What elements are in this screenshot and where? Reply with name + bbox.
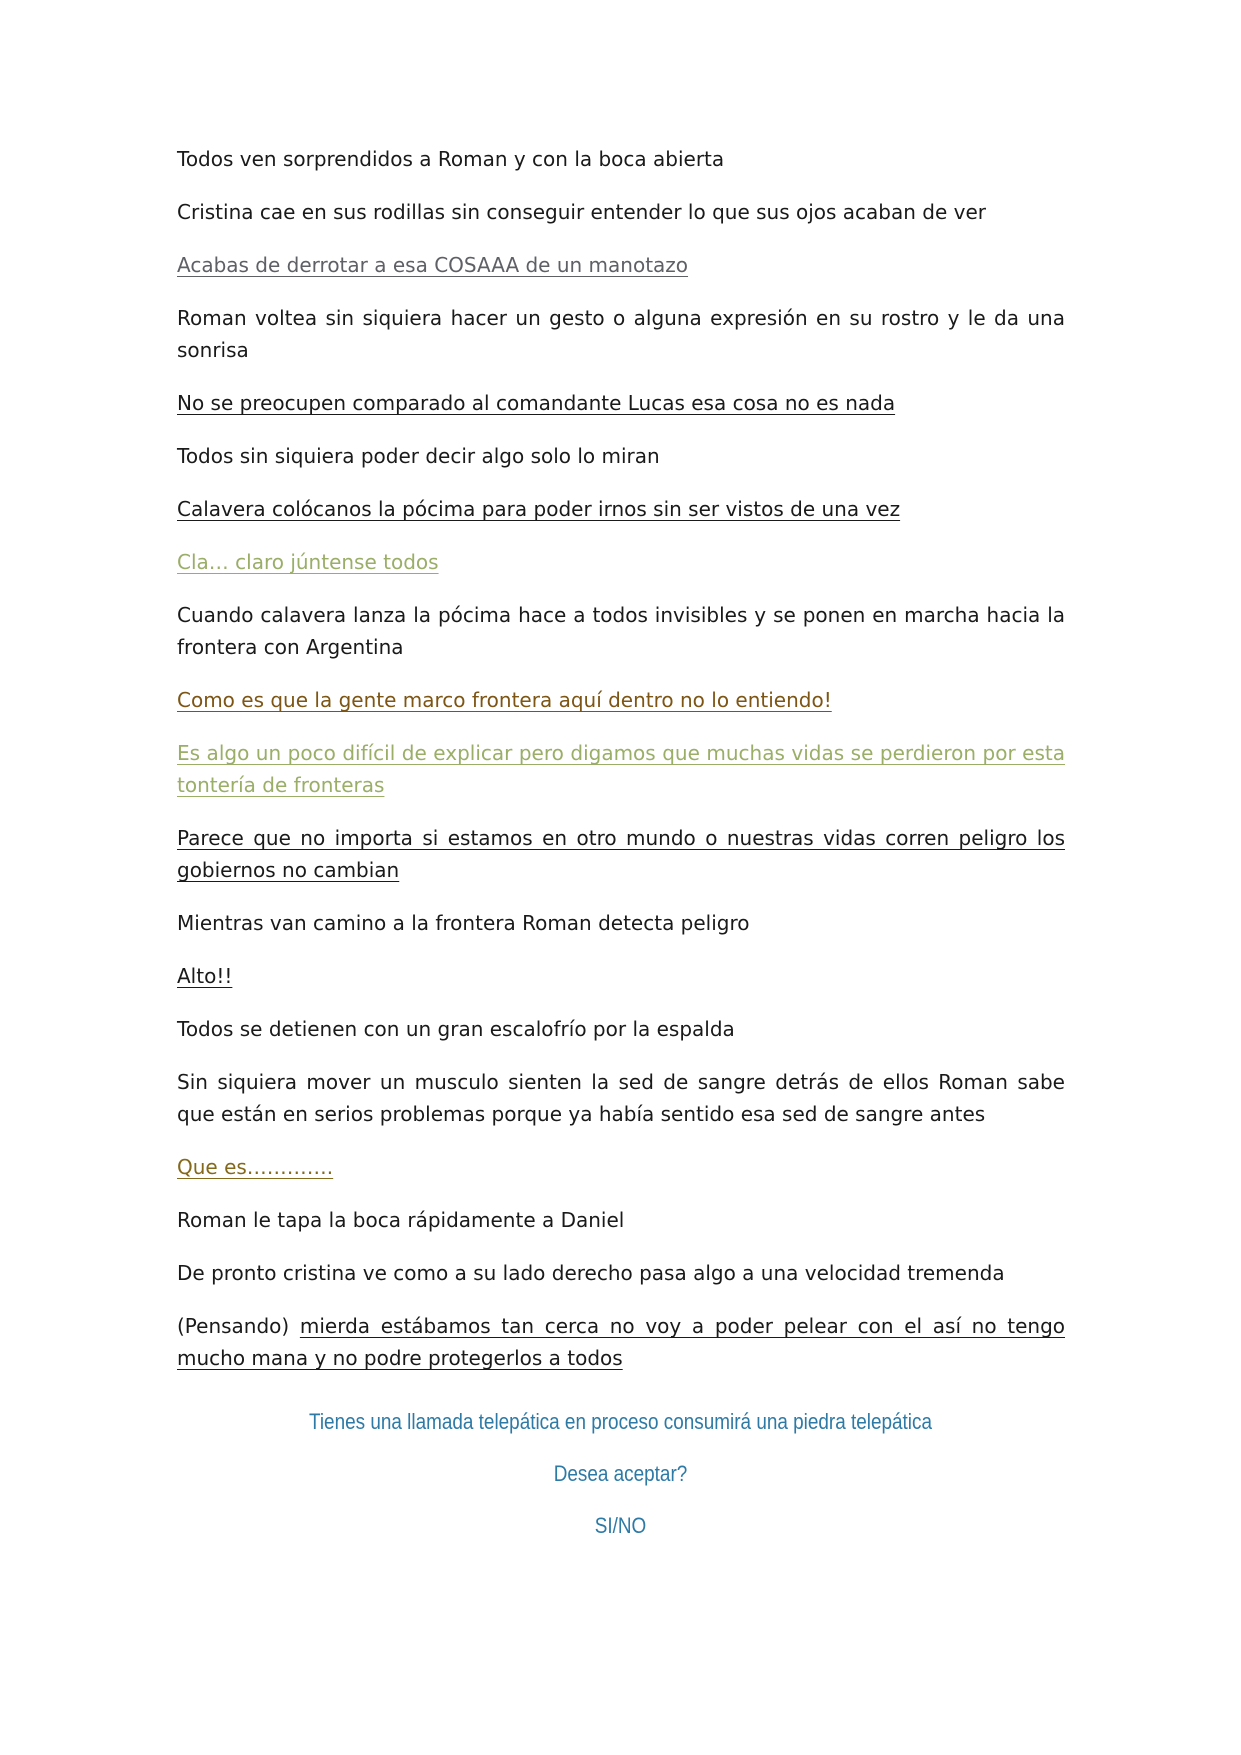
narration-paragraph: Cristina cae en sus rodillas sin conseguir entender lo que sus ojos acaban de ver [177,200,987,224]
narration-paragraph: Mientras van camino a la frontera Roman detecta peligro [177,911,750,935]
yes-option[interactable]: SI [594,1513,613,1538]
narration-paragraph: Roman voltea sin siquiera hacer un gesto o alguna expresión en su rostro y le da una sonrisa [177,306,1065,362]
dialogue-line: No se preocupen comparado al comandante Lucas esa cosa no es nada [177,391,896,415]
narration-paragraph: Todos sin siquiera poder decir algo solo lo miran [177,444,660,468]
dialogue-line: Alto!! [177,964,233,988]
dialogue-line: Calavera colócanos la pócima para poder irnos sin ser vistos de una vez [177,497,901,521]
accept-question: Desea aceptar? [553,1461,688,1486]
dialogue-line: Acabas de derrotar a esa COSAAA de un manotazo [177,253,689,277]
dialogue-line: Es algo un poco difícil de explicar pero digamos que muchas vidas se perdieron por esta tontería de fronteras [177,741,1065,797]
telepathic-call-prompt [0,1408,1241,1564]
dialogue-line: Cla… claro júntense todos [177,550,439,574]
thought-paragraph [177,1310,1065,1374]
narration-paragraph: Roman le tapa la boca rápidamente a Daniel [177,1208,625,1232]
narration-paragraph: Todos ven sorprendidos a Roman y con la boca abierta [177,147,725,171]
thought-text: mierda estábamos tan cerca no voy a poder pelear con el así no tengo mucho mana y no podre protegerlos a todos [177,1314,1065,1370]
narration-paragraph: Cuando calavera lanza la pócima hace a todos invisibles y se ponen en marcha hacia la frontera con Argentina [177,603,1065,659]
story-text [177,143,1065,1395]
choice-separator: / [612,1513,618,1538]
no-option[interactable]: NO [617,1513,647,1538]
thought-prefix: (Pensando) [177,1314,300,1338]
dialogue-line: Que es…………. [177,1155,334,1179]
narration-paragraph: Sin siquiera mover un musculo sienten la sed de sangre detrás de ellos Roman sabe que están en serios problemas porque ya había sentido esa sed de sangre antes [177,1070,1065,1126]
dialogue-line: Como es que la gente marco frontera aquí dentro no lo entiendo! [177,688,832,712]
narration-paragraph: De pronto cristina ve como a su lado derecho pasa algo a una velocidad tremenda [177,1261,1005,1285]
choice-row [87,1512,1154,1540]
narration-paragraph: Todos se detienen con un gran escalofrío por la espalda [177,1017,735,1041]
call-message: Tienes una llamada telepática en proceso consumirá una piedra telepática [308,1409,932,1434]
dialogue-line: Parece que no importa si estamos en otro mundo o nuestras vidas corren peligro los gobiernos no cambian [177,826,1065,882]
